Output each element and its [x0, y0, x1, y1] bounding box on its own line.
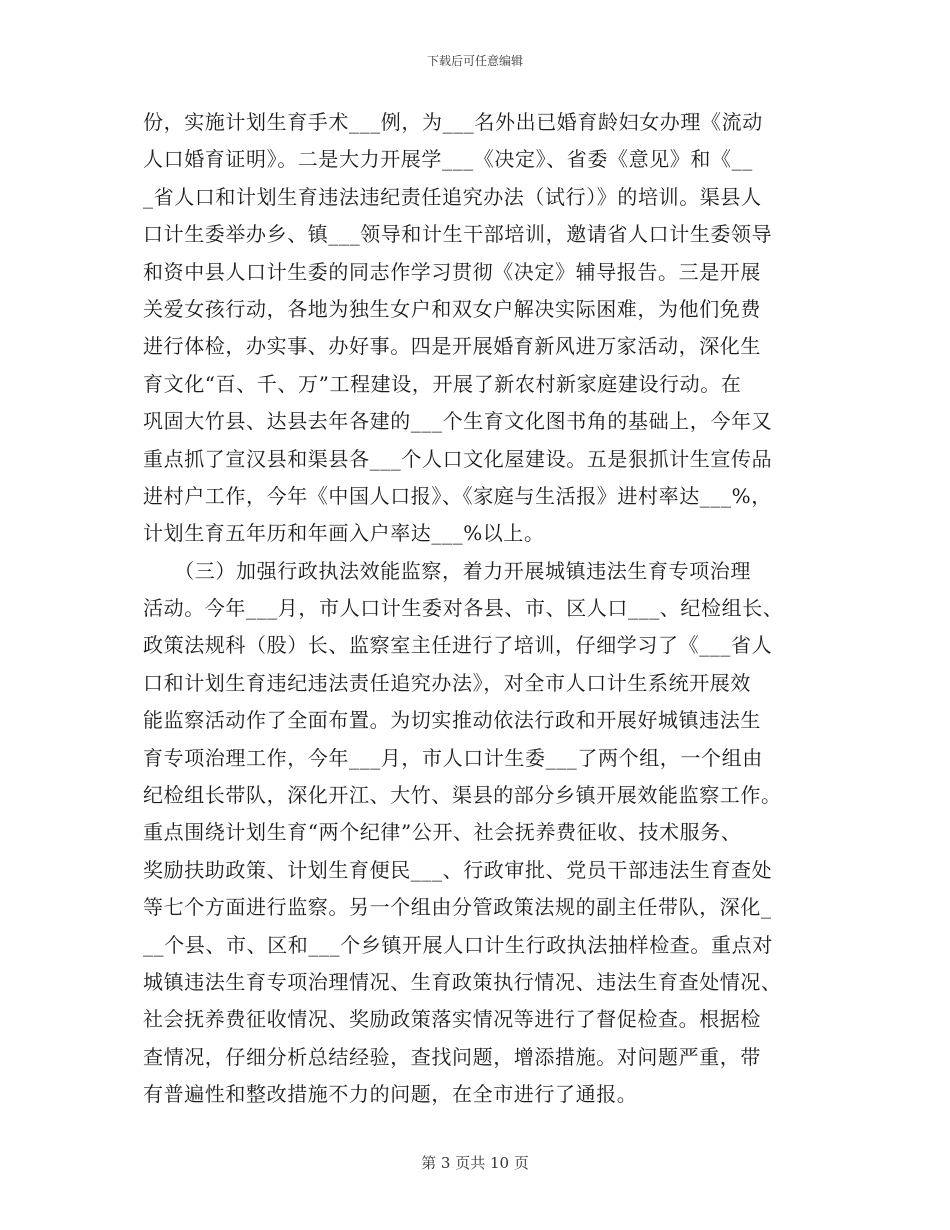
text-line: 奖励扶助政策、计划生育便民___、行政审批、党员干部违法生育查处 — [143, 857, 773, 882]
text-line: 份，实施计划生育手术___例，为___名外出已婚育龄妇女办理《流动 — [143, 110, 763, 134]
text-line: 有普遍性和整改措施不力的问题，在全市进行了通报。 — [143, 1082, 638, 1107]
text-line: 关爱女孩行动，各地为独生女户和双女户解决实际困难，为他们免费 — [143, 296, 761, 321]
text-line: 口和计划生育违纪违法责任追究办法》，对全市人口计生系统开展效 — [143, 670, 751, 695]
text-line: 计划生育五年历和年画入户率达___%以上。 — [143, 521, 545, 546]
text-line: 育文化“百、千、万”工程建设，开展了新农村新家庭建设行动。在 — [143, 371, 742, 396]
text-line: __个县、市、区和___个乡镇开展人口计生行政执法抽样检查。重点对 — [143, 932, 773, 957]
text-line: 和资中县人口计生委的同志作学习贯彻《决定》辅导报告。三是开展 — [143, 259, 761, 284]
text-line: 口计生委举办乡、镇___领导和计生干部培训，邀请省人口计生委领导 — [143, 222, 773, 247]
text-line: 政策法规科（股）长、监察室主任进行了培训，仔细学习了《___省人 — [143, 633, 773, 658]
text-line: 等七个方面进行监察。另一个组由分管政策法规的副主任带队，深化_ — [143, 895, 772, 920]
text-line: 能监察活动作了全面布置。为切实推动依法行政和开展好城镇违法生 — [143, 708, 761, 733]
text-line: 重点抓了宣汉县和渠县各___个人口文化屋建设。五是狠抓计生宣传品 — [143, 446, 773, 471]
text-line: 城镇违法生育专项治理情况、生育政策执行情况、违法生育查处情况、 — [143, 969, 782, 994]
text-line: 社会抚养费征收情况、奖励政策落实情况等进行了督促检查。根据检 — [143, 1007, 761, 1032]
text-line: 活动。今年___月，市人口计生委对各县、市、区人口___、纪检组长、 — [143, 596, 784, 621]
page-header: 下载后可任意编辑 — [426, 54, 523, 68]
text-line: 重点围绕计划生育“两个纪律”公开、社会抚养费征收、技术服务、 — [143, 820, 742, 845]
text-line: 进行体检，办实事、办好事。四是开展婚育新风进万家活动，深化生 — [143, 334, 761, 359]
text-line: （三）加强行政执法效能监察，着力开展城镇违法生育专项治理 — [143, 558, 751, 583]
text-line: _省人口和计划生育违法违纪责任追究办法（试行）》的培训。渠县人 — [143, 184, 762, 209]
text-line: 进村户工作，今年《中国人口报》、《家庭与生活报》进村率达___%， — [143, 483, 772, 508]
text-line: 纪检组长带队，深化开江、大竹、渠县的部分乡镇开展效能监察工作。 — [143, 783, 782, 808]
text-line: 巩固大竹县、达县去年各建的___个生育文化图书角的基础上，今年又 — [143, 409, 773, 434]
text-line: 育专项治理工作，今年___月，市人口计生委___了两个组，一个组由 — [143, 745, 763, 770]
page-footer: 第 3 页共 10 页 — [421, 1154, 529, 1172]
document-body — [143, 104, 819, 1114]
text-line: 人口婚育证明》。二是大力开展学___《决定》、省委《意见》和《__ — [143, 147, 753, 172]
text-line: 查情况，仔细分析总结经验，查找问题，增添措施。对问题严重，带 — [143, 1044, 761, 1069]
